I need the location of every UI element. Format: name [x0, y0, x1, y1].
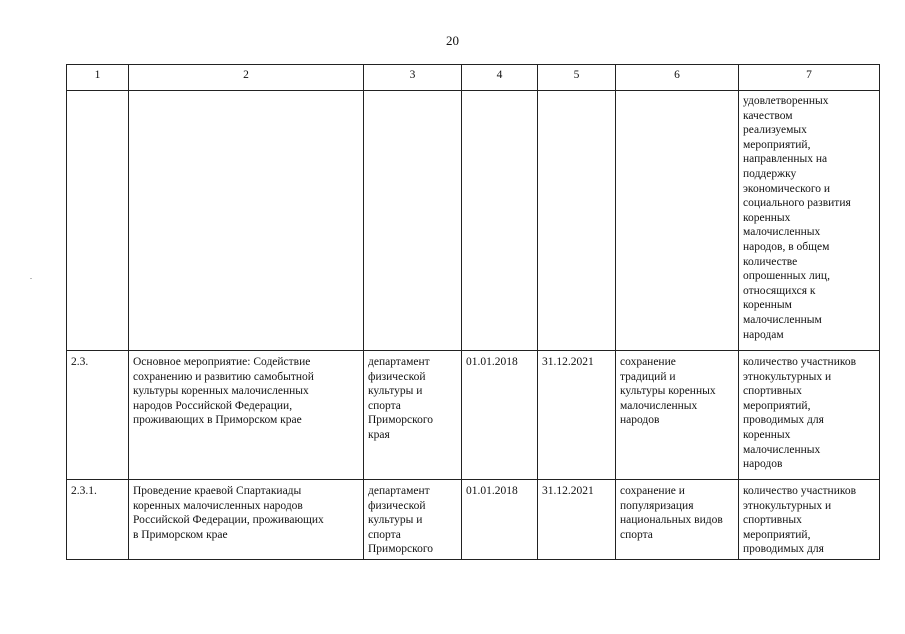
cell-end-date: 31.12.2021: [538, 480, 616, 560]
cell-executor: департамент физической культуры и спорта Приморского края: [364, 351, 462, 480]
header-cell-3: 3: [364, 65, 462, 91]
cell-num: 2.3.1.: [67, 480, 129, 560]
table-header-row: [67, 65, 880, 91]
table-row-2-3: [67, 351, 880, 480]
header-cell-7: 7: [739, 65, 880, 91]
cell-name: Проведение краевой Спартакиады коренных малочисленных народов Российской Федерации, проживающих в Приморском крае: [129, 480, 364, 560]
cell-indicator: количество участников этнокультурных и спортивных мероприятий, проводимых для: [739, 480, 880, 560]
header-cell-1: 1: [67, 65, 129, 91]
cell-result: сохранение и популяризация национальных видов спорта: [616, 480, 739, 560]
table-row-continuation: [67, 91, 880, 351]
header-cell-2: 2: [129, 65, 364, 91]
margin-mark: [30, 278, 32, 279]
cell-result: [616, 91, 739, 351]
cell-end-date: [538, 91, 616, 351]
cell-num: 2.3.: [67, 351, 129, 480]
cell-indicator: количество участников этнокультурных и спортивных мероприятий, проводимых для коренных малочисленных народов: [739, 351, 880, 480]
header-cell-5: 5: [538, 65, 616, 91]
cell-start-date: [462, 91, 538, 351]
cell-start-date: 01.01.2018: [462, 351, 538, 480]
cell-name: Основное мероприятие: Содействие сохранению и развитию самобытной культуры коренных малочисленных народов Российской Федерации, проживающих в Приморском крае: [129, 351, 364, 480]
activities-table: [66, 64, 880, 560]
cell-name: [129, 91, 364, 351]
header-cell-6: 6: [616, 65, 739, 91]
cell-start-date: 01.01.2018: [462, 480, 538, 560]
cell-result: сохранение традиций и культуры коренных малочисленных народов: [616, 351, 739, 480]
header-cell-4: 4: [462, 65, 538, 91]
page-number: 20: [446, 33, 459, 48]
cell-end-date: 31.12.2021: [538, 351, 616, 480]
cell-executor: [364, 91, 462, 351]
cell-num: [67, 91, 129, 351]
cell-executor: департамент физической культуры и спорта Приморского: [364, 480, 462, 560]
cell-indicator: удовлетворенных качеством реализуемых мероприятий, направленных на поддержку экономического и социального развития коренных малочисленных народов, в общем количестве опрошенных лиц, относящихся к коренным малочисленным народам: [739, 91, 880, 351]
table-row-2-3-1: [67, 480, 880, 560]
